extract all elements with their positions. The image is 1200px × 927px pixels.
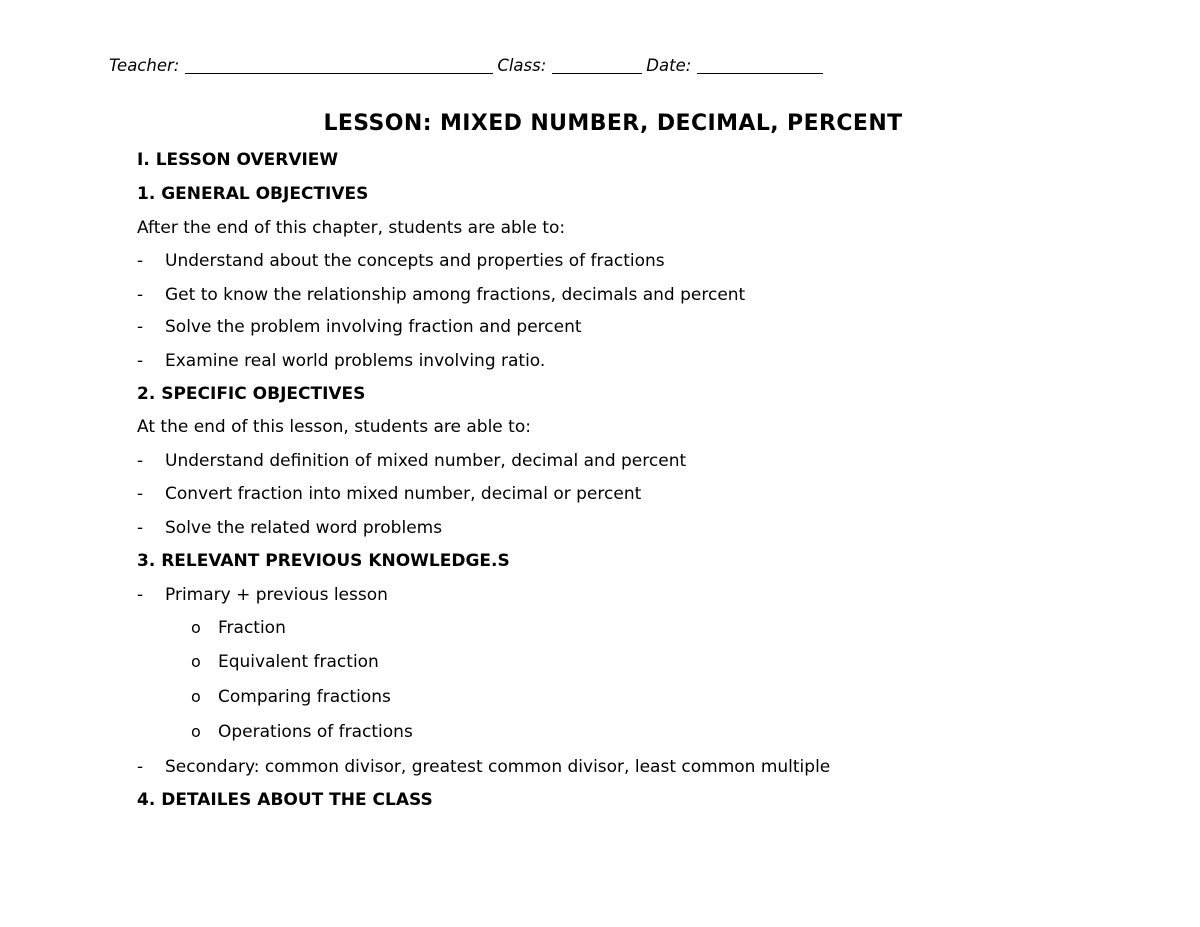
circle-bullet: o — [191, 618, 201, 637]
date-label: Date: — [646, 56, 692, 75]
sub-list-item-text: Fraction — [218, 618, 286, 638]
list-item-text: Understand about the concepts and properties of fractions — [165, 251, 665, 271]
date-blank — [697, 57, 823, 74]
dash-bullet: - — [137, 351, 144, 371]
list-item-text: Understand definition of mixed number, decimal and percent — [165, 451, 687, 471]
circle-bullet: o — [191, 652, 201, 671]
specific-objectives-intro: At the end of this lesson, students are able to: — [137, 417, 531, 437]
specific-objectives-heading: 2. SPECIFIC OBJECTIVES — [137, 384, 366, 404]
list-item-text: Secondary: common divisor, greatest common divisor, least common multiple — [165, 757, 831, 777]
dash-bullet: - — [137, 518, 144, 538]
circle-bullet: o — [191, 722, 201, 741]
lesson-title: LESSON: MIXED NUMBER, DECIMAL, PERCENT — [323, 111, 903, 136]
teacher-blank — [185, 57, 493, 74]
section-heading-overview: I. LESSON OVERVIEW — [137, 150, 339, 170]
header-fields — [109, 56, 827, 76]
list-item-text: Solve the problem involving fraction and percent — [165, 317, 582, 337]
class-label: Class: — [497, 56, 547, 75]
dash-bullet: - — [137, 251, 144, 271]
list-item-text: Convert fraction into mixed number, decimal or percent — [165, 484, 642, 504]
dash-bullet: - — [137, 757, 144, 777]
class-details-heading: 4. DETAILES ABOUT THE CLASS — [137, 790, 433, 810]
list-item-text: Get to know the relationship among fractions, decimals and percent — [165, 285, 746, 305]
dash-bullet: - — [137, 451, 144, 471]
general-objectives-intro: After the end of this chapter, students are able to: — [137, 218, 566, 238]
general-objectives-heading: 1. GENERAL OBJECTIVES — [137, 184, 369, 204]
circle-bullet: o — [191, 687, 201, 706]
teacher-label: Teacher: — [109, 56, 180, 75]
sub-list-item-text: Equivalent fraction — [218, 652, 379, 672]
sub-list-item-text: Operations of fractions — [218, 722, 413, 742]
sub-list-item-text: Comparing fractions — [218, 687, 391, 707]
dash-bullet: - — [137, 285, 144, 305]
class-blank — [552, 57, 642, 74]
dash-bullet: - — [137, 484, 144, 504]
previous-knowledge-heading: 3. RELEVANT PREVIOUS KNOWLEDGE.S — [137, 551, 510, 571]
dash-bullet: - — [137, 317, 144, 337]
list-item-text: Solve the related word problems — [165, 518, 443, 538]
list-item-text: Examine real world problems involving ratio. — [165, 351, 546, 371]
list-item-text: Primary + previous lesson — [165, 585, 388, 605]
dash-bullet: - — [137, 585, 144, 605]
